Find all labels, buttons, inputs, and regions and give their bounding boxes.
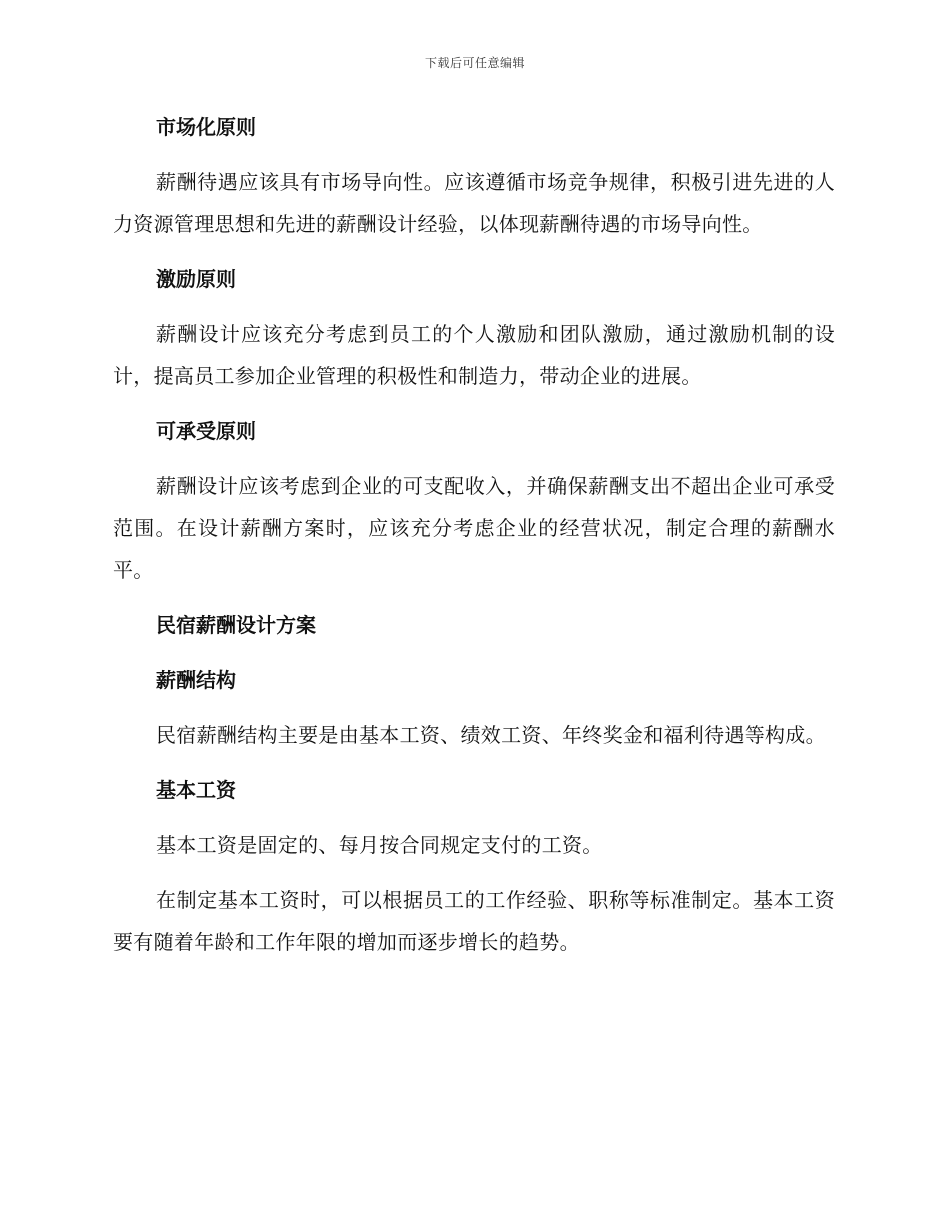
para-market-principle: 薪酬待遇应该具有市场导向性。应该遵循市场竞争规律，积极引进先进的人力资源管理思想和先进的薪酬设计经验，以体现薪酬待遇的市场导向性。 — [113, 170, 835, 236]
heading-homestay-plan: 民宿薪酬设计方案 — [156, 613, 316, 637]
heading-salary-structure: 薪酬结构 — [156, 668, 236, 692]
heading-incentive-principle: 激励原则 — [156, 267, 236, 291]
para-salary-structure: 民宿薪酬结构主要是由基本工资、绩效工资、年终奖金和福利待遇等构成。 — [156, 723, 826, 747]
para-affordable-principle: 薪酬设计应该考虑到企业的可支配收入，并确保薪酬支出不超出企业可承受范围。在设计薪酬方案时，应该充分考虑企业的经营状况，制定合理的薪酬水平。 — [113, 474, 835, 582]
heading-market-principle: 市场化原则 — [156, 115, 256, 139]
para-base-salary-rules: 在制定基本工资时，可以根据员工的工作经验、职称等标准制定。基本工资要有随着年龄和工作年限的增加而逐步增长的趋势。 — [113, 888, 835, 954]
heading-base-salary: 基本工资 — [156, 778, 236, 802]
para-incentive-principle: 薪酬设计应该充分考虑到员工的个人激励和团队激励，通过激励机制的设计，提高员工参加企业管理的积极性和制造力，带动企业的进展。 — [113, 322, 835, 388]
heading-affordable-principle: 可承受原则 — [156, 419, 256, 443]
page-header: 下载后可任意编辑 — [424, 56, 525, 70]
para-base-salary-definition: 基本工资是固定的、每月按合同规定支付的工资。 — [156, 833, 603, 857]
document-body — [113, 106, 835, 976]
